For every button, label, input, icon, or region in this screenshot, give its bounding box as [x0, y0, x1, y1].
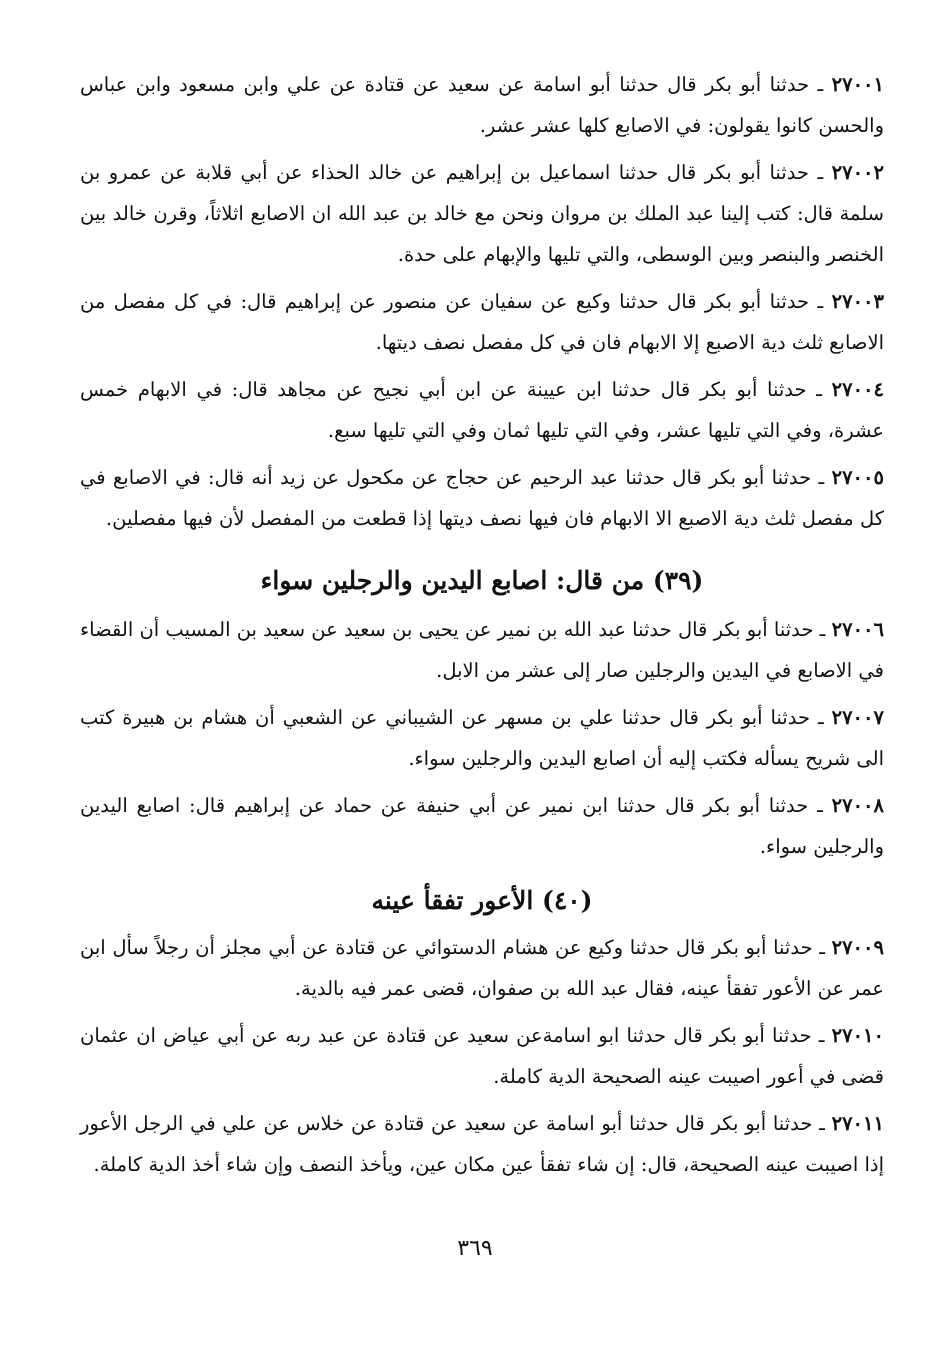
hadith-entry: ٢٧٠١٠ ـ حدثنا أبو بكر قال حدثنا ابو اسامةعن سعيد عن قتادة عن عبد ربه عن أبي عياض ان عثمان قضى في أعور اصيبت عينه الصحيحة الدية كاملة. — [80, 1024, 884, 1088]
chapter-heading-39: (٣٩) من قال: اصابع اليدين والرجلين سواء — [260, 566, 704, 595]
hadith-entry: ٢٧٠٠٤ ـ حدثنا أبو بكر قال حدثنا ابن عيينة عن ابن أبي نجيح عن مجاهد قال: في الابهام خمس عشرة، وفي التي تليها عشر، وفي التي تليها ثمان وفي التي تليها سبع. — [80, 378, 884, 442]
section-40 — [80, 927, 884, 1185]
hadith-number: ٢٧٠٠٥ — [831, 466, 884, 489]
hadith-number: ٢٧٠٠٩ — [831, 936, 884, 959]
hadith-entry: ٢٧٠٠٨ ـ حدثنا أبو بكر قال حدثنا ابن نمير عن أبي حنيفة عن حماد عن إبراهيم قال: اصابع اليدين والرجلين سواء. — [80, 794, 884, 858]
hadith-number: ٢٧٠١١ — [831, 1112, 884, 1135]
page-number: ٣٦٩ — [457, 1236, 493, 1261]
hadith-number: ٢٧٠٠٢ — [831, 161, 884, 184]
hadith-text: حدثنا أبو بكر قال حدثنا علي بن مسهر عن الشيباني عن الشعبي أن هشام بن هبيرة كتب الى شريح يسأله فكتب إليه أن اصابع اليدين والرجلين سواء. — [80, 706, 884, 770]
hadith-text: حدثنا أبو بكر قال حدثنا وكيع عن هشام الدستوائي عن قتادة عن أبي مجلز أن رجلاً سأل ابن عمر عن الأعور تفقأ عينه، فقال عبد الله بن صفوان، قضى عمر فيه بالدية. — [80, 936, 884, 1000]
hadith-number: ٢٧٠٠٤ — [831, 378, 884, 401]
hadith-text: حدثنا أبو بكر قال حدثنا أبو اسامة عن سعيد عن قتادة عن خلاس عن علي في الرجل الأعور إذا اصيبت عينه الصحيحة، قال: إن شاء تفقأ عين مكان عين، ويأخذ النصف وإن شاء أخذ الدية كاملة. — [80, 1112, 884, 1176]
hadith-number: ٢٧٠٠٣ — [831, 290, 884, 313]
hadith-text: حدثنا أبو بكر قال حدثنا ابن عيينة عن ابن أبي نجيح عن مجاهد قال: في الابهام خمس عشرة، وفي التي تليها عشر، وفي التي تليها ثمان وفي التي تليها سبع. — [80, 378, 884, 442]
hadith-entry: ٢٧٠٠٦ ـ حدثنا أبو بكر قال حدثنا عبد الله بن نمير عن يحيى بن سعيد عن سعيد بن المسيب أن القضاء في الاصابع في اليدين والرجلين صار إلى عشر من الابل. — [80, 618, 884, 682]
hadith-text: حدثنا أبو بكر قال حدثنا ابن نمير عن أبي حنيفة عن حماد عن إبراهيم قال: اصابع اليدين والرجلين سواء. — [80, 794, 884, 858]
hadith-text: حدثنا أبو بكر قال حدثنا عبد الرحيم عن حجاج عن مكحول عن زيد أنه قال: في الاصابع في كل مفصل ثلث دية الاصبع الا الابهام فان فيها نصف ديتها إذا قطعت من المفصل لأن فيها مفصلين. — [80, 466, 884, 530]
hadith-text: حدثنا أبو بكر قال حدثنا أبو اسامة عن سعيد عن قتادة عن علي وابن مسعود وابن عباس والحسن كانوا يقولون: في الاصابع كلها عشر عشر. — [80, 73, 884, 137]
section-continued — [80, 64, 884, 539]
hadith-text: حدثنا أبو بكر قال حدثنا وكيع عن سفيان عن منصور عن إبراهيم قال: في كل مفصل من الاصابع ثلث دية الاصبع إلا الابهام فان في كل مفصل نصف ديتها. — [80, 290, 884, 354]
hadith-number: ٢٧٠٠٧ — [831, 706, 884, 729]
hadith-entry: ٢٧٠٠٥ ـ حدثنا أبو بكر قال حدثنا عبد الرحيم عن حجاج عن مكحول عن زيد أنه قال: في الاصابع في كل مفصل ثلث دية الاصبع الا الابهام فان فيها نصف ديتها إذا قطعت من المفصل لأن فيها مفصلين. — [80, 466, 884, 530]
hadith-number: ٢٧٠٠٨ — [831, 794, 884, 817]
hadith-entry: ٢٧٠٠٢ ـ حدثنا أبو بكر قال حدثنا اسماعيل بن إبراهيم عن خالد الحذاء عن أبي قلابة عن عمرو بن سلمة قال: كتب إلينا عبد الملك بن مروان ونحن مع خالد بن عبد الله ان الاصابع اثلاثاً، وقرن خالد بين الخنصر والبنصر وبين الوسطى، والتي تليها والإبهام على حدة. — [80, 161, 884, 266]
hadith-number: ٢٧٠١٠ — [831, 1024, 884, 1047]
hadith-entry: ٢٧٠١١ ـ حدثنا أبو بكر قال حدثنا أبو اسامة عن سعيد عن قتادة عن خلاس عن علي في الرجل الأعور إذا اصيبت عينه الصحيحة، قال: إن شاء تفقأ عين مكان عين، ويأخذ النصف وإن شاء أخذ الدية كاملة. — [80, 1112, 884, 1176]
hadith-text: حدثنا أبو بكر قال حدثنا اسماعيل بن إبراهيم عن خالد الحذاء عن أبي قلابة عن عمرو بن سلمة قال: كتب إلينا عبد الملك بن مروان ونحن مع خالد بن عبد الله ان الاصابع اثلاثاً، وقرن خالد بين الخنصر والبنصر وبين الوسطى، والتي تليها والإبهام على حدة. — [80, 161, 884, 266]
hadith-entry: ٢٧٠٠٣ ـ حدثنا أبو بكر قال حدثنا وكيع عن سفيان عن منصور عن إبراهيم قال: في كل مفصل من الاصابع ثلث دية الاصبع إلا الابهام فان في كل مفصل نصف ديتها. — [80, 290, 884, 354]
section-39 — [80, 609, 884, 867]
hadith-number: ٢٧٠٠١ — [831, 73, 884, 96]
hadith-text: حدثنا أبو بكر قال حدثنا ابو اسامةعن سعيد عن قتادة عن عبد ربه عن أبي عياض ان عثمان قضى في أعور اصيبت عينه الصحيحة الدية كاملة. — [80, 1024, 884, 1088]
hadith-entry: ٢٧٠٠١ ـ حدثنا أبو بكر قال حدثنا أبو اسامة عن سعيد عن قتادة عن علي وابن مسعود وابن عباس والحسن كانوا يقولون: في الاصابع كلها عشر عشر. — [80, 73, 884, 137]
chapter-heading-40: (٤٠) الأعور تفقأ عينه — [371, 886, 593, 915]
hadith-text: حدثنا أبو بكر قال حدثنا عبد الله بن نمير عن يحيى بن سعيد عن سعيد بن المسيب أن القضاء في الاصابع في اليدين والرجلين صار إلى عشر من الابل. — [80, 618, 884, 682]
hadith-entry: ٢٧٠٠٧ ـ حدثنا أبو بكر قال حدثنا علي بن مسهر عن الشيباني عن الشعبي أن هشام بن هبيرة كتب الى شريح يسأله فكتب إليه أن اصابع اليدين والرجلين سواء. — [80, 706, 884, 770]
hadith-number: ٢٧٠٠٦ — [831, 618, 884, 641]
hadith-entry: ٢٧٠٠٩ ـ حدثنا أبو بكر قال حدثنا وكيع عن هشام الدستوائي عن قتادة عن أبي مجلز أن رجلاً سأل ابن عمر عن الأعور تفقأ عينه، فقال عبد الله بن صفوان، قضى عمر فيه بالدية. — [80, 936, 884, 1000]
